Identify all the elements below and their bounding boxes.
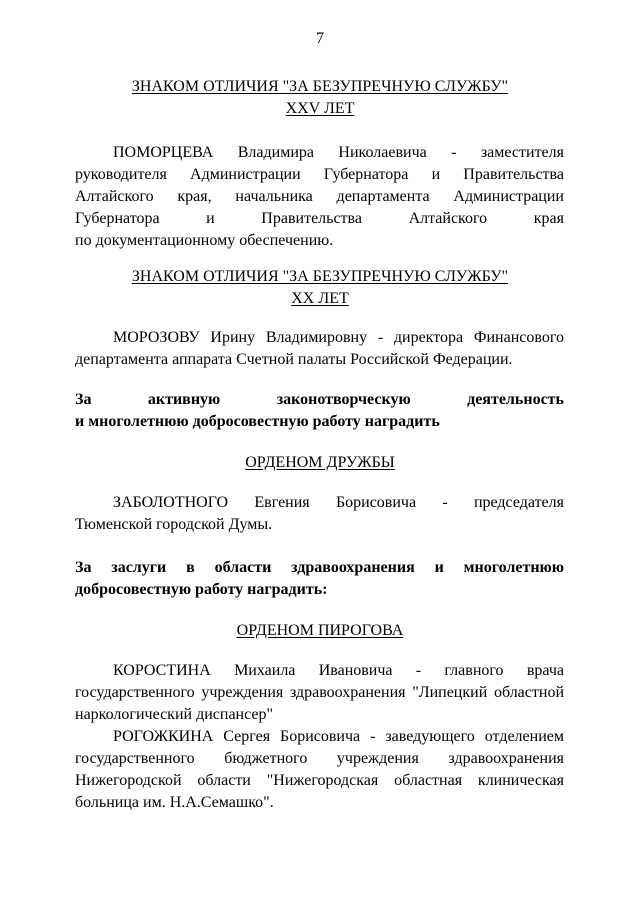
page-number: 7 (316, 30, 324, 47)
award-heading-line: XXV ЛЕТ (285, 100, 355, 117)
award-heading-xx (0, 266, 640, 310)
entry-line: руководителя Администрации Губернатора и Правительства (75, 166, 564, 183)
entry-line: ЗАБОЛОТНОГО Евгения Борисовича - председателя (113, 494, 564, 511)
award-heading-line: ЗНАКОМ ОТЛИЧИЯ "ЗА БЕЗУПРЕЧНУЮ СЛУЖБУ" (131, 78, 509, 95)
award-heading-line: ЗНАКОМ ОТЛИЧИЯ "ЗА БЕЗУПРЕЧНУЮ СЛУЖБУ" (131, 268, 509, 285)
award-entry-pomortseva (75, 142, 564, 252)
entry-line: Алтайского края, начальника департамента Администрации (75, 188, 564, 205)
entry-line: Тюменской городской Думы. (75, 516, 273, 533)
entry-line: по документационному обеспечению. (75, 232, 334, 249)
award-heading-line: ОРДЕНОМ ПИРОГОВА (236, 622, 404, 639)
award-entry-rogozhkina (75, 726, 564, 814)
entry-line: ПОМОРЦЕВА Владимира Николаевича - заместителя (113, 144, 564, 161)
award-heading-order-of-friendship (0, 452, 640, 474)
entry-line: государственного учреждения здравоохранения "Липецкий областной (75, 684, 564, 701)
entry-line: КОРОСТИНА Михаила Ивановича - главного врача (113, 662, 564, 679)
entry-line: МОРОЗОВУ Ирину Владимировну - директора Финансового (113, 329, 564, 346)
preamble-line: За заслуги в области здравоохранения и многолетнюю (75, 559, 564, 576)
entry-line: РОГОЖКИНА Сергея Борисовича - заведующего отделением (113, 728, 564, 745)
award-heading-order-of-pirogov (0, 620, 640, 642)
entry-line: департамента аппарата Счетной палаты Российской Федерации. (75, 351, 513, 368)
award-preamble-healthcare (75, 557, 564, 601)
entry-line: государственного бюджетного учреждения здравоохранения (75, 750, 564, 767)
preamble-line: За активную законотворческую деятельность (75, 391, 564, 408)
award-entry-morozova (75, 327, 564, 371)
entry-line: наркологический диспансер" (75, 706, 274, 723)
award-heading-line: ОРДЕНОМ ДРУЖБЫ (245, 454, 395, 471)
preamble-line: добросовестную работу наградить: (75, 581, 328, 598)
preamble-line: и многолетнюю добросовестную работу наградить (75, 413, 440, 430)
award-entry-zabolotnogo (75, 492, 564, 536)
award-preamble-legislative (75, 389, 564, 433)
entry-line: Нижегородской области "Нижегородская областная клиническая (75, 772, 564, 789)
award-heading-line: XX ЛЕТ (291, 290, 349, 307)
award-heading-xxv (0, 76, 640, 120)
award-entry-korostina (75, 660, 564, 726)
entry-line: Губернатора и Правительства Алтайского края (75, 210, 564, 227)
entry-line: больница им. Н.А.Семашко". (75, 794, 274, 811)
